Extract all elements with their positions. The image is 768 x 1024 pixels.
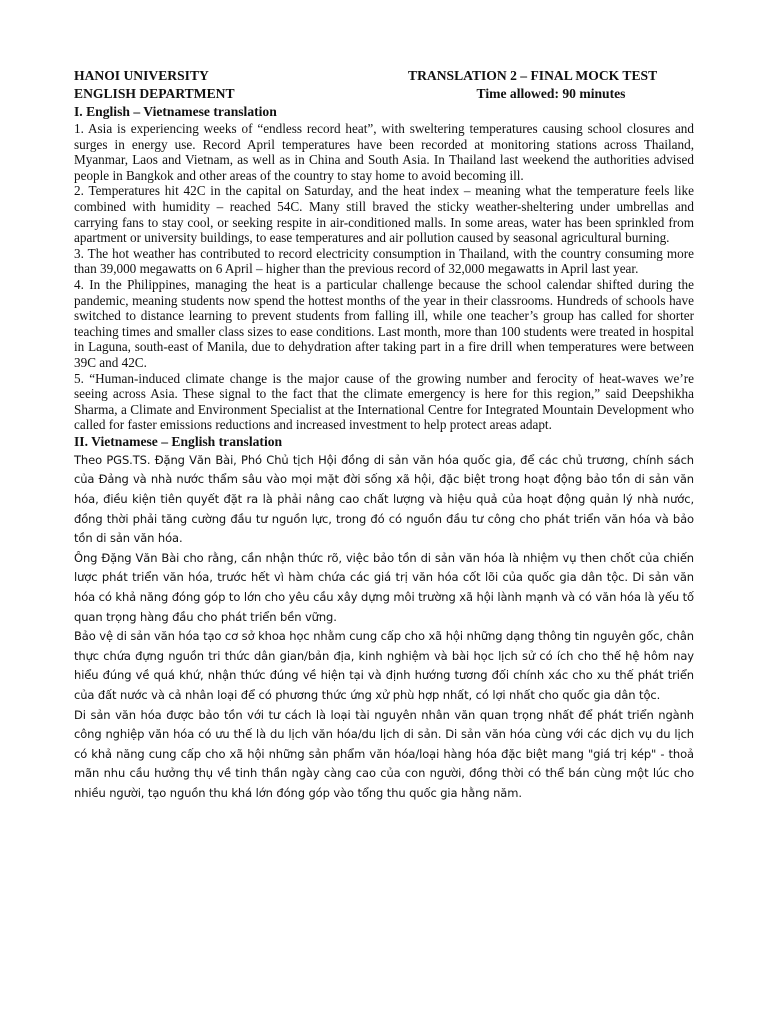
department-name: ENGLISH DEPARTMENT: [74, 86, 235, 101]
paragraph: Bảo vệ di sản văn hóa tạo cơ sở khoa học nhằm cung cấp cho xã hội những dạng thông tin nguyên gốc, chân thực chứa đựng nguồn tri thức dân gian/bản địa, kinh nghiệm và bài học lịch sử có ích cho thế hệ hôm nay hiểu đúng về quá khứ, nhận thức đúng về hiện tại và định hướng tương đối chính xác cho xu thế phát triển của đất nước và cả nhân loại để có phương thức ứng xử phù hợp nhất, có lợi nhất cho quốc gia dân tộc.: [74, 629, 694, 702]
test-title: TRANSLATION 2 – FINAL MOCK TEST: [408, 68, 658, 83]
paragraph: Theo PGS.TS. Đặng Văn Bài, Phó Chủ tịch Hội đồng di sản văn hóa quốc gia, để các chủ trương, chính sách của Đảng và nhà nước thẩm sâu vào mọi mặt đời sống xã hội, đặc biệt trong hoạt động bảo tồn di sản văn hóa, điều kiện tiên quyết đặt ra là phải nâng cao chất lượng và hiệu quả của hoạt động quản lý nhà nước, đồng thời phải tăng cường đầu tư nguồn lực, trong đó có nguồn đầu tư công cho phát triển văn hóa và bảo tồn di sản văn hóa.: [74, 452, 694, 546]
header-row-1: [74, 67, 694, 85]
paragraph: Ông Đặng Văn Bài cho rằng, cần nhận thức rõ, việc bảo tồn di sản văn hóa là nhiệm vụ then chốt của chiến lược phát triển văn hóa, trước hết vì hàm chứa các giá trị văn hóa cốt lõi của quốc gia dân tộc. Di sản văn hóa có khả năng đóng góp to lớn cho yêu cầu xây dựng môi trường xã hội lành mạnh và có văn hóa là yếu tố quan trọng hàng đầu cho phát triển bền vững.: [74, 550, 694, 624]
paragraph: 1. Asia is experiencing weeks of “endless record heat”, with sweltering temperatures causing school closures and surges in energy use. Record April temperatures have been recorded at monitoring stations across Thailand, Myanmar, Laos and Vietnam, as well as in China and South Asia. In Thailand last weekend the authorities advised people in Bangkok and other areas of the country to stay home to avoid becoming ill.: [74, 121, 694, 183]
paragraph: 3. The hot weather has contributed to record electricity consumption in Thailand, with the country consuming more than 39,000 megawatts on 6 April – higher than the previous record of 32,000 megawatts in April last year.: [74, 245, 694, 277]
section-1-body: [74, 121, 694, 433]
section-1-title: I. English – Vietnamese translation: [74, 104, 277, 119]
paragraph: 5. “Human-induced climate change is the major cause of the growing number and ferocity of heat-waves we’re seeing across Asia. These signal to the fact that the climate emergency is here for this region,” said Deepshikha Sharma, a Climate and Environment Specialist at the International Centre for Integrated Mountain Development who called for faster emissions reductions and increased investment to help protect areas adapt.: [74, 370, 694, 433]
header-row-2: [74, 85, 694, 103]
time-allowed: Time allowed: 90 minutes: [476, 86, 626, 101]
paragraph: 4. In the Philippines, managing the heat is a particular challenge because the school calendar shifted during the pandemic, meaning students now spend the hottest months of the year in their classrooms. Hundreds of schools have switched to distance learning to prevent students from falling ill, while one teacher’s group has called for shorter teaching times and smaller class sizes to ease conditions. Last month, more than 100 students were treated in hospital in Laguna, south-east of Manila, due to dehydration after taking part in a fire drill when temperatures were between 39C and 42C.: [74, 276, 694, 370]
paragraph: 2. Temperatures hit 42C in the capital on Saturday, and the heat index – meaning what the temperature feels like combined with humidity – reached 54C. Many still braved the sticky weather-sheltering under umbrellas and carrying fans to stay cool, or seeking respite in air-conditioned malls. In some areas, water has been sprinkled from apartment or university buildings, to ease temperatures and air pollution caused by seasonal agricultural burning.: [74, 183, 694, 246]
document-page: [74, 67, 694, 804]
section-2-body: [74, 451, 694, 804]
section-2-title: II. Vietnamese – English translation: [74, 433, 283, 449]
paragraph: Di sản văn hóa được bảo tồn với tư cách là loại tài nguyên nhân văn quan trọng nhất để phát triển ngành công nghiệp văn hóa có ưu thế là du lịch văn hóa/du lịch di sản. Di sản văn hóa cùng với các dịch vụ du lịch có khả năng cung cấp cho xã hội những sản phẩm văn hóa/loại hàng hóa đặc biệt mang "giá trị kép" - thoả mãn nhu cầu hưởng thụ về tinh thần ngày càng cao của con người, đồng thời có thể bán cùng một lúc cho nhiều người, tạo nguồn thu khá lớn đóng góp vào tổng thu quốc gia hằng năm.: [74, 707, 694, 800]
university-name: HANOI UNIVERSITY: [74, 68, 209, 83]
